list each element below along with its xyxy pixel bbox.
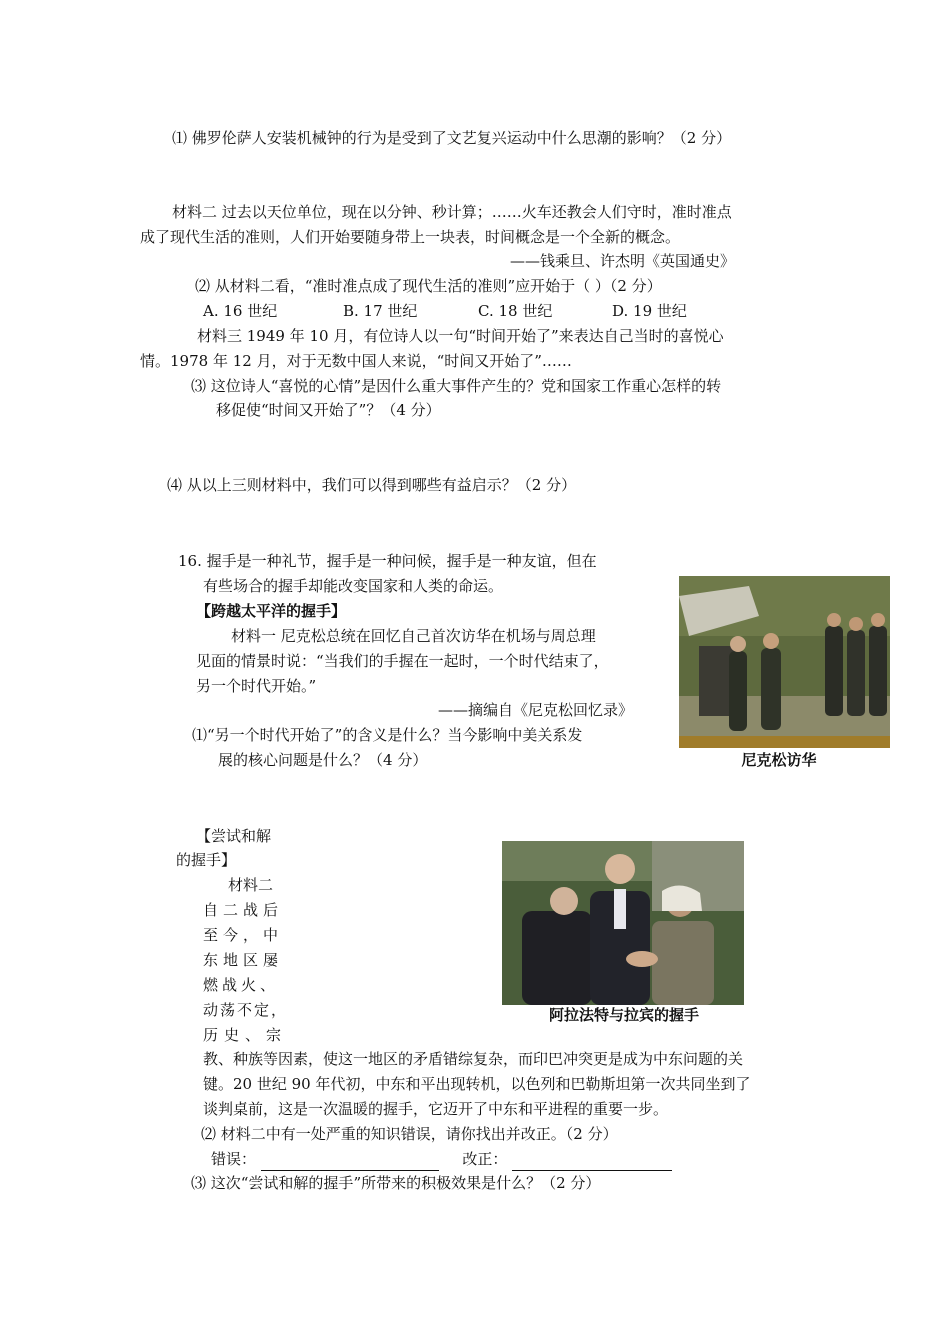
q15-question-4: ⑷ 从以上三则材料中，我们可以得到哪些有益启示？（2 分） — [167, 476, 577, 494]
q16-question-2: ⑵ 材料二中有一处严重的知识错误，请你找出并改正。（2 分） — [201, 1125, 618, 1143]
q16-material-1-line-2: 见面的情景时说：“当我们的手握在一起时，一个时代结束了， — [196, 652, 609, 670]
q15-question-2: ⑵ 从材料二看，“准时准点成了现代生活的准则”应开始于（ ）（2 分） — [195, 277, 662, 295]
fix-label: 改正： — [462, 1150, 508, 1168]
arafat-rabin-caption: 阿拉法特与拉宾的握手 — [548, 1006, 699, 1024]
q16-heading-reconciliation-line-1: 【尝试和解 — [196, 827, 272, 845]
q15-question-1: ⑴ 佛罗伦萨人安装机械钟的行为是受到了文艺复兴运动中什么思潮的影响？（2 分） — [172, 129, 732, 147]
arafat-rabin-image — [502, 841, 744, 1005]
q15-option-a: A. 16 世纪 — [203, 302, 278, 320]
q15-material-2-line-1: 材料二 过去以天位单位，现在以分钟、秒计算；……火车还教会人们守时，准时准点 — [172, 203, 732, 221]
q16-material-2-column-3: 东地区屡 — [203, 951, 284, 969]
arafat-rabin-photo — [502, 841, 744, 1005]
nixon-visit-photo — [679, 576, 890, 748]
q15-question-3-line-1: ⑶ 这位诗人“喜悦的心情”是因什么重大事件产生的？党和国家工作重心怎样的转 — [191, 377, 722, 395]
error-label: 错误： — [211, 1150, 257, 1168]
q16-question-3: ⑶ 这次“尝试和解的握手”所带来的积极效果是什么？（2 分） — [191, 1174, 601, 1192]
q15-option-b: B. 17 世纪 — [343, 302, 418, 320]
q16-material-2-column-0: 材料二 — [228, 876, 274, 894]
q16-material-2-column-6: 历史、宗 — [203, 1026, 288, 1044]
q16-intro-line-1: 16. 握手是一种礼节，握手是一种问候，握手是一种友谊，但在 — [178, 552, 597, 570]
nixon-visit-caption: 尼克松访华 — [741, 751, 817, 769]
q16-intro-line-2: 有些场合的握手却能改变国家和人类的命运。 — [203, 577, 504, 595]
q16-material-2-line-2: 键。20 世纪 90 年代初，中东和平出现转机，以色列和巴勒斯坦第一次共同坐到了 — [203, 1075, 751, 1093]
error-answer-blank[interactable] — [261, 1154, 439, 1171]
q15-material-2-line-2: 成了现代生活的准则，人们开始要随身带上一块表，时间概念是一个全新的概念。 — [140, 228, 681, 246]
q15-material-3-line-2: 情。1978 年 12 月，对于无数中国人来说，“时间又开始了”…… — [140, 352, 572, 370]
q16-question-1-line-1: ⑴“另一个时代开始了”的含义是什么？当今影响中美关系发 — [192, 726, 583, 744]
q16-material-2-column-2: 至今，中 — [203, 926, 284, 944]
q15-question-3-line-2: 移促使“时间又开始了”？（4 分） — [216, 401, 441, 419]
q15-material-2-source: ——钱乘旦、许杰明《英国通史》 — [510, 252, 736, 270]
q15-option-d: D. 19 世纪 — [612, 302, 687, 320]
nixon-visit-image — [679, 576, 890, 748]
q16-material-2-line-1: 教、种族等因素，使这一地区的矛盾错综复杂，而印巴冲突更是成为中东问题的关 — [203, 1050, 744, 1068]
q16-heading-reconciliation-line-2: 的握手】 — [176, 851, 237, 869]
q16-material-2-column-5: 动荡不定， — [203, 1001, 289, 1019]
q16-answer-line — [211, 1147, 672, 1171]
q15-material-3-line-1: 材料三 1949 年 10 月，有位诗人以一句“时间开始了”来表达自己当时的喜悦心 — [197, 327, 724, 345]
q16-material-1-source: ——摘编自《尼克松回忆录》 — [438, 701, 634, 719]
q16-material-2-column-4: 燃战火、 — [203, 976, 280, 994]
q15-option-c: C. 18 世纪 — [478, 302, 553, 320]
q16-material-2-column-1: 自二战后 — [203, 901, 284, 919]
q16-material-1-line-1: 材料一 尼克松总统在回忆自己首次访华在机场与周总理 — [231, 627, 596, 645]
q16-question-1-line-2: 展的核心问题是什么？（4 分） — [218, 751, 428, 769]
q16-material-1-line-3: 另一个时代开始。” — [196, 677, 317, 695]
q16-heading-pacific-handshake: 【跨越太平洋的握手】 — [196, 602, 347, 620]
q16-material-2-line-3: 谈判桌前，这是一次温暖的握手，它迈开了中东和平进程的重要一步。 — [203, 1100, 669, 1118]
fix-answer-blank[interactable] — [512, 1154, 672, 1171]
